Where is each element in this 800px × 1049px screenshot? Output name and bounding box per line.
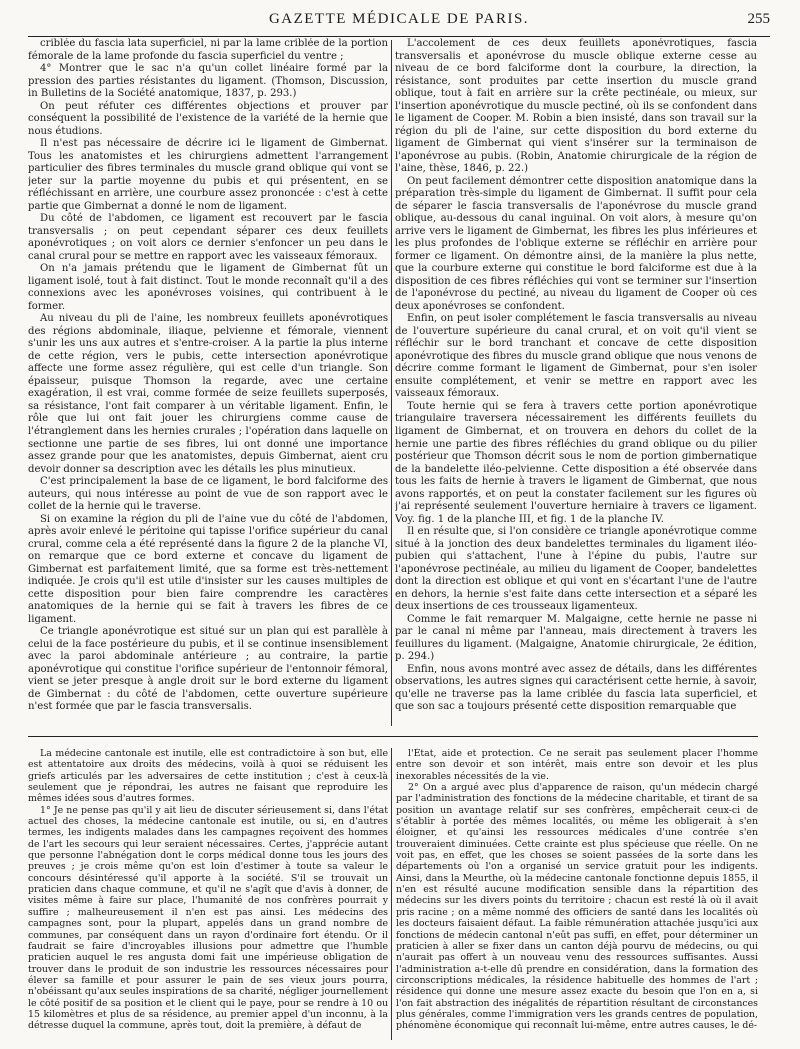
paragraph: 4° Montrer que le sac n'a qu'un collet linéaire formé par la pression des parties résistantes du ligament. (Thomson, Discussion, in Bulletins de la Société anatomique, 1837, p. 293.)	[28, 63, 388, 100]
paragraph: Ce triangle aponévrotique est situé sur un plan qui est parallèle à celui de la face postérieure du pubis, et il se continue insensiblement avec la paroi abdominale antérieure ; au contraire, la partie aponévrotique qui constitue l'orifice supérieur de l'entonnoir fémoral, vient se jeter presque à angle droit sur le bord externe du ligament de Gimbernat : du côté de l'abdomen, cette ouverture supérieure n'est formée que par le fascia transversalis.	[28, 626, 388, 713]
paragraph: La médecine cantonale est inutile, elle est contradictoire à son but, elle est attentatoire aux droits des médecins, voilà à quoi se réduisent les griefs articulés par les adversaires de cette institution ; c'est à ceux-là seulement que je répondrai, les autres ne faisant que reproduire les mêmes idées sous d'autres formes.	[28, 748, 388, 805]
paragraph: On peut facilement démontrer cette disposition anatomique dans la préparation très-simple du ligament de Gimbernat. Il suffit pour cela de séparer le fascia transversalis de l'aponévrose du muscle grand oblique, au-dessous du canal inguinal. On voit alors, à mesure qu'on arrive vers le ligament de Gimbernat, les fibres les plus inférieures et les plus profondes de l'oblique externe se réfléchir en arrière pour former ce ligament. On démontre ainsi, de la manière la plus nette, que la courbure externe qui constitue le bord falciforme est due à la disposition de ces fibres réfléchies qui vont se terminer sur l'insertion de l'aponévrose du pectiné, au niveau du ligament de Cooper où ces deux aponévroses se confondent.	[395, 175, 757, 312]
page-header	[28, 8, 770, 34]
paragraph: Du côté de l'abdomen, ce ligament est recouvert par le fascia transversalis ; on peut cependant séparer ces deux feuillets aponévrotiques ; on voit alors ce dernier s'enfoncer un peu dans le canal crural pour se mettre en rapport avec les vaisseaux fémoraux.	[28, 213, 388, 262]
paragraph: Enfin, nous avons montré avec assez de détails, dans les différentes observations, les autres signes qui caractérisent cette hernie, à savoir, qu'elle ne traverse pas la lame criblée du fascia lata superficiel, et que son sac a toujours présenté cette disposition remarquable que	[395, 663, 757, 713]
paragraph: criblée du fascia lata superficiel, ni par la lame criblée de la portion fémorale de la lame profonde du fascia superficiel du ventre ;	[28, 38, 388, 62]
feuilleton-column-right	[396, 748, 758, 1043]
paragraph: L'accolement de ces deux feuillets aponévrotiques, fascia transversalis et aponévrose du muscle oblique externe cesse au niveau de ce bord falciforme dont la courbure, la direction, la résistance, sont produites par cette insertion du muscle grand oblique, tout à fait en arrière sur la crête pectinéale, ou mieux, sur l'insertion aponévrotique du muscle pectiné, où ils se confondent dans le ligament de Cooper. M. Robin a bien insisté, dans son travail sur la région du pli de l'aine, sur cette disposition du bord externe du ligament de Gimbernat qui vient s'insérer sur la terminaison de l'aponévrose au pubis. (Robin, Anatomie chirurgicale de la région de l'aine, thèse, 1846, p. 22.)	[395, 38, 757, 175]
section-divider	[28, 736, 758, 737]
page-title: GAZETTE MÉDICALE DE PARIS.	[268, 11, 530, 27]
paragraph: 2° On a argué avec plus d'apparence de raison, qu'un médecin chargé par l'administration des fonctions de la médecine charitable, et tirant de sa position un avantage relatif sur ses confrères, empêcherait ceux-ci de s'établir à portée des mêmes localités, ou même les obligerait à s'en éloigner, et qu'ainsi les ressources médicales d'une contrée s'en trouveraient diminuées. Cette crainte est plus spécieuse que réelle. On ne voit pas, en effet, que les choses se soient passées de la sorte dans les départements où l'on a organisé un service gratuit pour les indigents. Ainsi, dans la Meurthe, où la médecine cantonale fonctionne depuis 1855, il n'en est résulté aucune modification sensible dans la répartition des médecins sur les divers points du territoire ; chacun est resté là où il avait pris racine ; on a même nommé des officiers de santé dans les localités où les docteurs faisaient défaut. La faible rémunération attachée jusqu'ici aux fonctions de médecin cantonal n'eût pas suffi, en effet, pour déterminer un praticien à aller se fixer dans un canton déjà pourvu de médecins, ou qui n'aurait pas offert à un nouveau venu des ressources suffisantes. Aussi l'administration a-t-elle dû prendre en considération, dans la formation des circonscriptions médicales, la résidence habituelle des hommes de l'art ; résidence qui donne une mesure assez exacte du besoin que l'on en a, si l'on fait abstraction des inégalités de répartition résultant de circonstances plus générales, comme l'immigration vers les grands centres de population, phénomène économique qui reconnaît lui-même, entre autres causes, le dé-	[396, 782, 758, 1032]
paragraph: On peut réfuter ces différentes objections et prouver par conséquent la possibilité de l'existence de la variété de la hernie que nous étudions.	[28, 100, 388, 137]
paragraph: Il en résulte que, si l'on considère ce triangle aponévrotique comme situé à la jonction des deux bandelettes terminales du ligament iléo-pubien qui s'attachent, l'une à l'épine du pubis, l'autre sur l'aponévrose pectinéale, au milieu du ligament de Cooper, bandelettes dont la direction est oblique et qui vont en s'écartant l'une de l'autre en dehors, la hernie s'est faite dans cette intersection et a séparé les deux insertions de ces trousseaux ligamenteux.	[395, 526, 757, 613]
header-rule	[28, 36, 770, 37]
paragraph: On n'a jamais prétendu que le ligament de Gimbernat fût un ligament isolé, tout à fait distinct. Tout le monde reconnaît qu'il a des connexions avec les aponévroses voisines, qui contribuent à le former.	[28, 263, 388, 312]
paragraph: Il n'est pas nécessaire de décrire ici le ligament de Gimbernat. Tous les anatomistes et les chirurgiens admettent l'arrangement particulier des fibres terminales du muscle grand oblique qui vont se jeter sur la partie moyenne du pubis et qui présentent, en se réfléchissant en arrière, une courbure assez prononcée : c'est à cette partie que Gimbernat a donné le nom de ligament.	[28, 138, 388, 212]
paragraph: l'État, aide et protection. Ce ne serait pas seulement placer l'homme entre son devoir et son intérêt, mais entre son devoir et les plus inexorables nécessités de la vie.	[396, 748, 758, 782]
column-divider-top	[391, 40, 392, 726]
column-divider-bottom	[391, 748, 392, 1040]
paragraph: Comme le fait remarquer M. Malgaigne, cette hernie ne passe ni par le canal ni même par l'anneau, mais directement à travers les feuillures du ligament. (Malgaigne, Anatomie chirurgicale, 2e édition, p. 294.)	[395, 613, 757, 663]
page-number: 255	[747, 11, 770, 27]
paragraph: Si on examine la région du pli de l'aine vue du côté de l'abdomen, après avoir enlevé le péritoine qui tapisse l'orifice supérieur du canal crural, comme cela a été représenté dans la figure 2 de la planche VI, on remarque que ce bord externe et concave du ligament de Gimbernat est parfaitement limité, que sa forme est très-nettement indiquée. Je crois qu'il est utile d'insister sur les causes multiples de cette disposition pour bien faire comprendre les caractères anatomiques de la hernie qui se fait à travers les fibres de ce ligament.	[28, 513, 388, 625]
article-column-right	[395, 38, 757, 726]
paragraph: Au niveau du pli de l'aine, les nombreux feuillets aponévrotiques des régions abdominale, iliaque, pelvienne et fémorale, viennent s'unir les uns aux autres et s'entre-croiser. A la partie la plus interne de cette région, vers le pubis, cette intersection aponévrotique affecte une forme assez régulière, qui est celle d'un triangle. Son épaisseur, puisque Thomson la regarde, avec une certaine exagération, il est vrai, comme formée de seize feuillets superposés, sa résistance, l'ont fait comparer à un véritable ligament. Enfin, le rôle que lui ont fait jouer les chirurgiens comme cause de l'étranglement dans les hernies crurales ; l'opération dans laquelle on sectionne une partie de ses fibres, lui ont donné une importance assez grande pour que les anatomistes, depuis Gimbernat, aient cru devoir donner sa description avec les détails les plus minutieux.	[28, 313, 388, 475]
paragraph: 1° Je ne pense pas qu'il y ait lieu de discuter sérieusement si, dans l'état actuel des choses, la médecine cantonale est inutile, ou si, en d'autres termes, les indigents malades dans les campagnes reçoivent des hommes de l'art les secours qui leur seraient nécessaires. Certes, j'apprécie autant que personne l'abnégation dont le corps médical donne tous les jours des preuves ; je crois même qu'on est loin d'estimer à toute sa valeur le concours désintéressé qu'il apporte à la société. S'il se trouvait un praticien dans chaque commune, et qu'il ne s'agît que d'avis à donner, de visites même à faire sur place, l'humanité de nos confrères pourrait y suffire ; malheureusement il n'en est pas ainsi. Les médecins des campagnes sont, pour la plupart, appelés dans un grand nombre de communes, par conséquent dans un rayon d'ordinaire fort étendu. Or il faudrait se faire d'incroyables illusions pour admettre que l'humble praticien auquel le res angusta domi fait une impérieuse obligation de trouver dans le produit de son industrie les ressources nécessaires pour élever sa famille et pour assurer le pain de ses vieux jours pourra, n'obéissant qu'aux seules inspirations de sa charité, négliger journellement le côté positif de sa position et le client qui le paye, pour se rendre à 10 ou 15 kilomètres et plus de sa résidence, au premier appel d'un inconnu, à la détresse duquel la commune, après tout, doit la première, à défaut de	[28, 804, 388, 1032]
paragraph: C'est principalement la base de ce ligament, le bord falciforme des auteurs, qui nous intéresse au point de vue de son rapport avec le collet de la hernie qui le traverse.	[28, 476, 388, 513]
feuilleton-column-left	[28, 748, 388, 1043]
article-column-left	[28, 38, 388, 726]
paragraph: Toute hernie qui se fera à travers cette portion aponévrotique triangulaire traversera nécessairement les différents feuillets du ligament de Gimbernat, et on trouvera en dehors du collet de la hernie une partie des fibres réfléchies du grand oblique ou du pilier postérieur que Thomson décrit sous le nom de portion gimbernatique de la bandelette iléo-pelvienne. Cette disposition a été observée dans tous les faits de hernie à travers le ligament de Gimbernat, que nous avons rapportés, et on peut la constater facilement sur les figures où j'ai représenté seulement l'ouverture herniaire à travers ce ligament. Voy. fig. 1 de la planche III, et fig. 1 de la planche IV.	[395, 400, 757, 525]
paragraph: Enfin, on peut isoler complétement le fascia transversalis au niveau de l'ouverture supérieure du canal crural, et on voit qu'il vient se réfléchir sur le bord tranchant et concave de cette disposition aponévrotique des fibres du muscle grand oblique que nous venons de décrire comme formant le ligament de Gimbernat, pour s'en isoler ensuite complétement, et venir se mettre en rapport avec les vaisseaux fémoraux.	[395, 313, 757, 400]
